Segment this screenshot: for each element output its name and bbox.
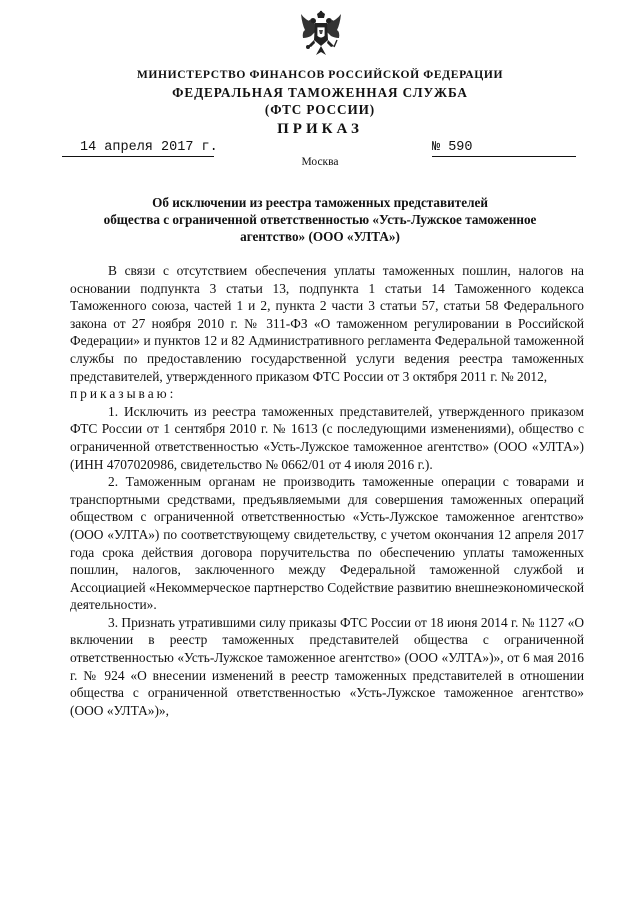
document-number: № 590 xyxy=(432,140,576,157)
document-subject xyxy=(100,194,540,245)
order-item-3: 3. Признать утратившими силу приказы ФТС России от 18 июня 2014 г. № 1127 «О включении в реестр таможенных представителей общества с ограниченной ответственностью «Усть-Лужское таможенное агентство» (ООО «УЛТА»)», от 6 мая 2016 г. № 924 «О внесении изменений в реестр таможенных представителей в отношении общества с ограниченной ответственностью «Усть-Лужское таможенное агентство» (ООО «УЛТА»)», xyxy=(70,614,584,718)
subject-line: Об исключении из реестра таможенных представителей xyxy=(152,195,488,210)
order-word: приказываю: xyxy=(70,386,177,402)
document-type: ПРИКАЗ xyxy=(277,121,363,137)
order-item-2: 2. Таможенным органам не производить таможенные операции с товарами и транспортными средствами, предъявляемыми для совершения таможенных операций обществом с ограниченной ответственностью «Усть-Лужское таможенное агентство» (ООО «УЛТА») по соответствующему свидетельству, с учетом окончания 12 апреля 2017 года срока действия договора поручительства по обеспечению уплаты таможенных пошлин, налогов, заключенного между Федеральной таможенной службой и Ассоциацией «Некоммерческое партнерство Содействие развитию внешнеэкономической деятельности». xyxy=(70,474,584,613)
subject-line: агентство» (ООО «УЛТА») xyxy=(240,229,400,244)
document-city: Москва xyxy=(301,156,339,168)
coat-of-arms-icon xyxy=(299,10,343,62)
subject-line: общества с ограниченной ответственностью «Усть-Лужское таможенное xyxy=(103,212,537,227)
document-body xyxy=(70,262,584,719)
order-item-1: 1. Исключить из реестра таможенных представителей, утвержденного приказом ФТС России от 1 сентября 2010 г. № 1613 (с последующими изменениями), общество с ограниченной ответственностью «Усть-Лужское таможенное агентство» (ООО «УЛТА») (ИНН 4707020986, свидетельство № 0662/01 от 4 июля 2016 г.). xyxy=(70,403,584,472)
ministry-name: МИНИСТЕРСТВО ФИНАНСОВ РОССИЙСКОЙ ФЕДЕРАЦИИ xyxy=(136,68,504,81)
service-short-name: (ФТС РОССИИ) xyxy=(264,102,376,117)
service-name: ФЕДЕРАЛЬНАЯ ТАМОЖЕННАЯ СЛУЖБА xyxy=(172,85,468,100)
preamble-paragraph: В связи с отсутствием обеспечения уплаты таможенных пошлин, налогов на основании подпункта 3 статьи 13, подпункта 1 статьи 14 Таможенного кодекса Таможенного союза, частей 1 и 2, пункта 2 части 3 статьи 57, статьи 58 Федерального закона от 27 ноября 2010 г. № 311-ФЗ «О таможенном регулировании в Российской Федерации» и пунктов 12 и 82 Административного регламента Федеральной таможенной службы по предоставлению государственной услуги ведения реестра таможенных представителей, утвержденного приказом ФТС России от 3 октября 2011 г. № 2012, xyxy=(70,263,584,384)
document-date: 14 апреля 2017 г. xyxy=(62,140,214,157)
